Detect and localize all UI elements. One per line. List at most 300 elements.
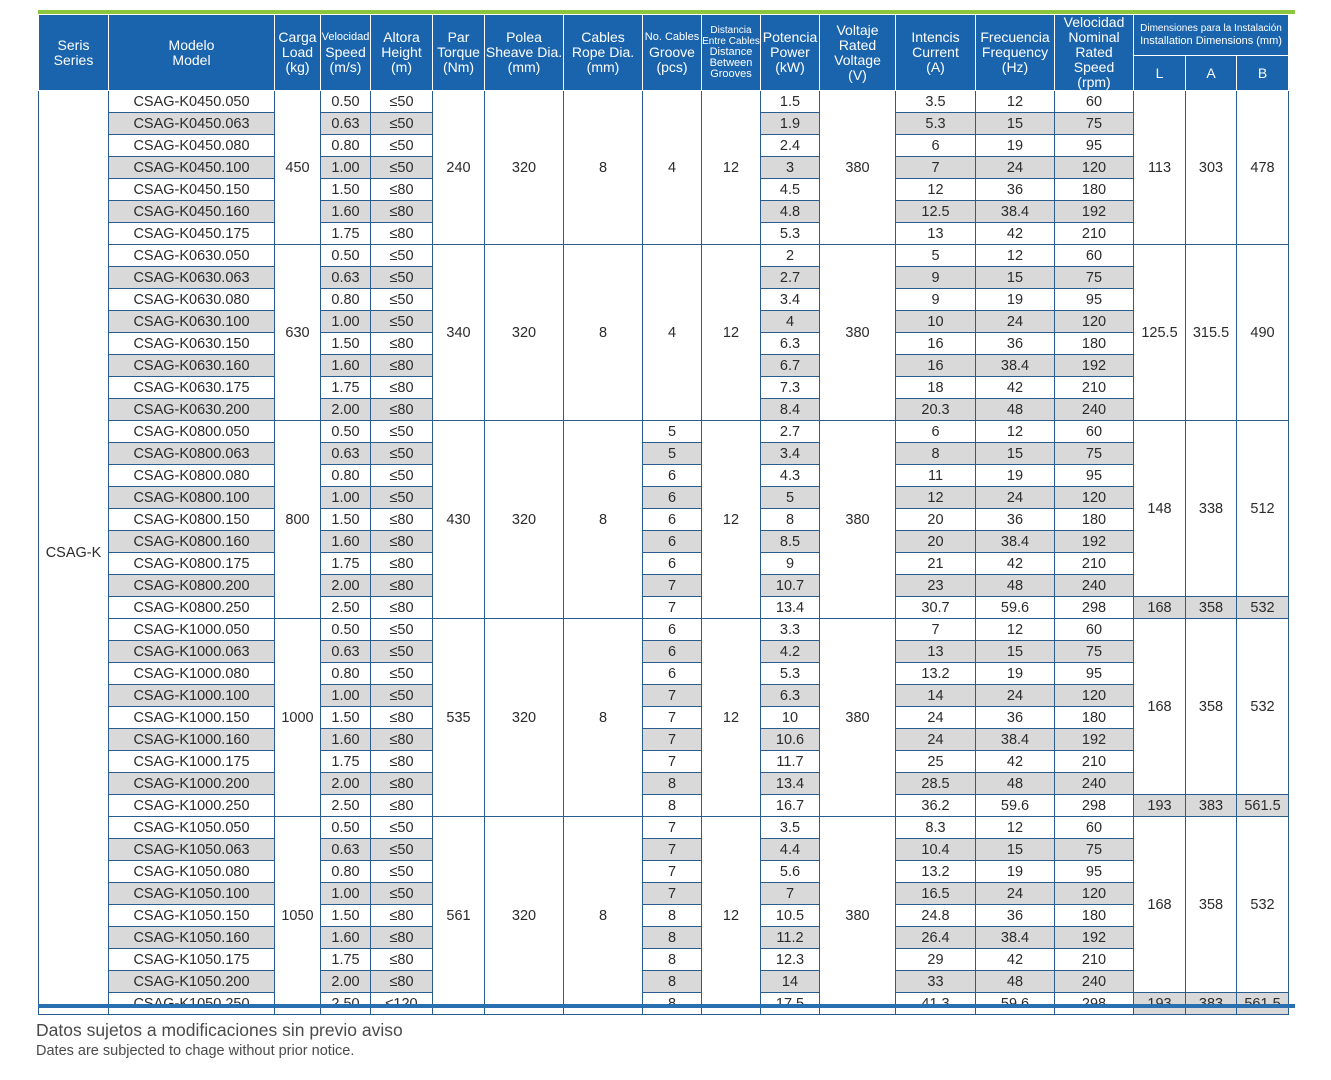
model-cell: CSAG-K1000.200	[109, 773, 275, 795]
table-row	[39, 641, 1289, 663]
table-row	[39, 751, 1289, 773]
current-cell: 24	[896, 707, 976, 729]
speed-cell: 0.63	[321, 641, 371, 663]
rope-cell: 8	[564, 817, 643, 1015]
power-cell: 16.7	[761, 795, 820, 817]
frequency-cell: 42	[976, 949, 1055, 971]
rated-speed-cell: 180	[1055, 707, 1134, 729]
power-cell: 8	[761, 509, 820, 531]
model-cell: CSAG-K1050.200	[109, 971, 275, 993]
rated-speed-cell: 75	[1055, 267, 1134, 289]
groove-cell: 6	[643, 619, 702, 641]
model-cell: CSAG-K1050.050	[109, 817, 275, 839]
power-cell: 11.7	[761, 751, 820, 773]
current-cell: 24.8	[896, 905, 976, 927]
table-row	[39, 685, 1289, 707]
groove-cell: 8	[643, 971, 702, 993]
model-cell: CSAG-K0630.100	[109, 311, 275, 333]
current-cell: 30.7	[896, 597, 976, 619]
frequency-cell: 38.4	[976, 729, 1055, 751]
rated-speed-cell: 298	[1055, 597, 1134, 619]
power-cell: 1.5	[761, 91, 820, 113]
table-row	[39, 773, 1289, 795]
model-cell: CSAG-K0800.080	[109, 465, 275, 487]
speed-cell: 0.80	[321, 861, 371, 883]
current-cell: 16.5	[896, 883, 976, 905]
model-cell: CSAG-K0800.063	[109, 443, 275, 465]
height-cell: ≤80	[371, 179, 433, 201]
height-cell: ≤80	[371, 531, 433, 553]
speed-cell: 1.75	[321, 223, 371, 245]
speed-cell: 1.75	[321, 553, 371, 575]
speed-cell: 1.50	[321, 333, 371, 355]
frequency-cell: 19	[976, 861, 1055, 883]
distance-cell: 12	[702, 245, 761, 421]
power-cell: 2.7	[761, 267, 820, 289]
header-sheave: Polea Sheave Dia. (mm)	[485, 15, 564, 91]
speed-cell: 2.50	[321, 597, 371, 619]
height-cell: ≤80	[371, 553, 433, 575]
speed-cell: 1.00	[321, 487, 371, 509]
distance-cell: 12	[702, 619, 761, 817]
groove-cell: 7	[643, 751, 702, 773]
height-cell: ≤80	[371, 333, 433, 355]
model-cell: CSAG-K0800.160	[109, 531, 275, 553]
table-row	[39, 971, 1289, 993]
rated-speed-cell: 180	[1055, 509, 1134, 531]
frequency-cell: 38.4	[976, 355, 1055, 377]
frequency-cell: 59.6	[976, 597, 1055, 619]
height-cell: ≤50	[371, 685, 433, 707]
header-distance: Distancia Entre Cables Distance Between Grooves	[702, 15, 761, 91]
current-cell: 13	[896, 641, 976, 663]
rated-speed-cell: 75	[1055, 113, 1134, 135]
header-power: Potencia Power (kW)	[761, 15, 820, 91]
power-cell: 3.4	[761, 289, 820, 311]
rated-speed-cell: 120	[1055, 883, 1134, 905]
dim-a-cell: 358	[1186, 597, 1237, 619]
rated-speed-cell: 75	[1055, 839, 1134, 861]
height-cell: ≤80	[371, 399, 433, 421]
speed-cell: 1.60	[321, 531, 371, 553]
model-cell: CSAG-K0630.200	[109, 399, 275, 421]
dim-l-cell: 113	[1134, 91, 1186, 245]
power-cell: 3.5	[761, 817, 820, 839]
current-cell: 7	[896, 157, 976, 179]
dim-a-cell: 358	[1186, 817, 1237, 993]
model-cell: CSAG-K1050.150	[109, 905, 275, 927]
model-cell: CSAG-K0800.175	[109, 553, 275, 575]
power-cell: 14	[761, 971, 820, 993]
current-cell: 20.3	[896, 399, 976, 421]
groove-cell: 6	[643, 663, 702, 685]
rated-speed-cell: 210	[1055, 949, 1134, 971]
speed-cell: 2.00	[321, 399, 371, 421]
header-current: Intencis Current (A)	[896, 15, 976, 91]
speed-cell: 2.00	[321, 773, 371, 795]
power-cell: 11.2	[761, 927, 820, 949]
model-cell: CSAG-K0630.080	[109, 289, 275, 311]
model-cell: CSAG-K0800.150	[109, 509, 275, 531]
speed-cell: 1.50	[321, 707, 371, 729]
height-cell: ≤80	[371, 201, 433, 223]
power-cell: 10	[761, 707, 820, 729]
rope-cell: 8	[564, 619, 643, 817]
frequency-cell: 38.4	[976, 531, 1055, 553]
current-cell: 18	[896, 377, 976, 399]
groove-cell: 6	[643, 553, 702, 575]
dim-l-cell: 168	[1134, 817, 1186, 993]
speed-cell: 2.00	[321, 575, 371, 597]
current-cell: 20	[896, 531, 976, 553]
table-row	[39, 443, 1289, 465]
dim-l-cell: 125.5	[1134, 245, 1186, 421]
model-cell: CSAG-K0800.100	[109, 487, 275, 509]
rope-cell: 8	[564, 91, 643, 245]
groove-cell: 8	[643, 773, 702, 795]
power-cell: 1.9	[761, 113, 820, 135]
dim-b-cell: 532	[1237, 619, 1289, 795]
current-cell: 12	[896, 179, 976, 201]
model-cell: CSAG-K0800.200	[109, 575, 275, 597]
table-row	[39, 509, 1289, 531]
groove-cell: 7	[643, 729, 702, 751]
model-cell: CSAG-K1000.160	[109, 729, 275, 751]
height-cell: ≤50	[371, 113, 433, 135]
model-cell: CSAG-K0450.063	[109, 113, 275, 135]
load-cell: 450	[275, 91, 321, 245]
load-cell: 1000	[275, 619, 321, 817]
rated-speed-cell: 210	[1055, 223, 1134, 245]
torque-cell: 240	[433, 91, 485, 245]
height-cell: ≤80	[371, 949, 433, 971]
current-cell: 14	[896, 685, 976, 707]
power-cell: 10.6	[761, 729, 820, 751]
frequency-cell: 15	[976, 443, 1055, 465]
distance-cell: 12	[702, 817, 761, 1015]
table-row	[39, 839, 1289, 861]
model-cell: CSAG-K1000.100	[109, 685, 275, 707]
frequency-cell: 42	[976, 553, 1055, 575]
frequency-cell: 12	[976, 817, 1055, 839]
header-dim-a: A	[1186, 56, 1237, 91]
height-cell: ≤50	[371, 421, 433, 443]
frequency-cell: 48	[976, 773, 1055, 795]
model-cell: CSAG-K1050.080	[109, 861, 275, 883]
current-cell: 8.3	[896, 817, 976, 839]
groove-cell: 8	[643, 949, 702, 971]
sheave-cell: 320	[485, 245, 564, 421]
table-row	[39, 949, 1289, 971]
frequency-cell: 38.4	[976, 927, 1055, 949]
model-cell: CSAG-K1000.063	[109, 641, 275, 663]
table-row	[39, 465, 1289, 487]
frequency-cell: 36	[976, 905, 1055, 927]
rated-speed-cell: 192	[1055, 531, 1134, 553]
groove-cell: 6	[643, 465, 702, 487]
rated-speed-cell: 240	[1055, 971, 1134, 993]
header-load: Carga Load (kg)	[275, 15, 321, 91]
power-cell: 4.4	[761, 839, 820, 861]
header-model: Modelo Model	[109, 15, 275, 91]
current-cell: 28.5	[896, 773, 976, 795]
table-row	[39, 795, 1289, 817]
height-cell: ≤50	[371, 817, 433, 839]
table-row	[39, 619, 1289, 641]
current-cell: 33	[896, 971, 976, 993]
frequency-cell: 48	[976, 575, 1055, 597]
rated-speed-cell: 180	[1055, 905, 1134, 927]
current-cell: 8	[896, 443, 976, 465]
header-voltage: Voltaje Rated Voltage (V)	[820, 15, 896, 91]
speed-cell: 1.00	[321, 685, 371, 707]
bottom-accent-bar	[38, 1004, 1295, 1008]
current-cell: 26.4	[896, 927, 976, 949]
height-cell: ≤80	[371, 355, 433, 377]
speed-cell: 1.75	[321, 949, 371, 971]
speed-cell: 1.75	[321, 377, 371, 399]
current-cell: 29	[896, 949, 976, 971]
torque-cell: 535	[433, 619, 485, 817]
current-cell: 23	[896, 575, 976, 597]
rated-speed-cell: 192	[1055, 355, 1134, 377]
frequency-cell: 24	[976, 157, 1055, 179]
frequency-cell: 36	[976, 509, 1055, 531]
model-cell: CSAG-K1050.160	[109, 927, 275, 949]
frequency-cell: 42	[976, 377, 1055, 399]
speed-cell: 0.50	[321, 421, 371, 443]
current-cell: 25	[896, 751, 976, 773]
model-cell: CSAG-K1050.175	[109, 949, 275, 971]
speed-cell: 0.50	[321, 245, 371, 267]
model-cell: CSAG-K1050.100	[109, 883, 275, 905]
power-cell: 13.4	[761, 773, 820, 795]
power-cell: 5.3	[761, 663, 820, 685]
model-cell: CSAG-K1000.150	[109, 707, 275, 729]
speed-cell: 0.63	[321, 113, 371, 135]
frequency-cell: 38.4	[976, 201, 1055, 223]
frequency-cell: 12	[976, 245, 1055, 267]
groove-cell: 7	[643, 707, 702, 729]
rated-speed-cell: 95	[1055, 135, 1134, 157]
power-cell: 6.7	[761, 355, 820, 377]
height-cell: ≤50	[371, 487, 433, 509]
groove-cell: 7	[643, 883, 702, 905]
rated-speed-cell: 60	[1055, 619, 1134, 641]
voltage-cell: 380	[820, 91, 896, 245]
height-cell: ≤50	[371, 157, 433, 179]
rated-speed-cell: 192	[1055, 927, 1134, 949]
speed-cell: 0.50	[321, 91, 371, 113]
speed-cell: 1.50	[321, 905, 371, 927]
rated-speed-cell: 95	[1055, 861, 1134, 883]
model-cell: CSAG-K1000.050	[109, 619, 275, 641]
rated-speed-cell: 192	[1055, 201, 1134, 223]
current-cell: 16	[896, 333, 976, 355]
groove-cell: 5	[643, 421, 702, 443]
series-cell: CSAG-K	[39, 91, 109, 1015]
groove-cell: 7	[643, 817, 702, 839]
height-cell: ≤50	[371, 839, 433, 861]
speed-cell: 1.00	[321, 311, 371, 333]
header-groove: No. Cables Groove (pcs)	[643, 15, 702, 91]
frequency-cell: 12	[976, 421, 1055, 443]
current-cell: 13.2	[896, 861, 976, 883]
power-cell: 6.3	[761, 685, 820, 707]
current-cell: 12	[896, 487, 976, 509]
height-cell: ≤80	[371, 751, 433, 773]
speed-cell: 1.00	[321, 157, 371, 179]
rated-speed-cell: 60	[1055, 817, 1134, 839]
voltage-cell: 380	[820, 619, 896, 817]
groove-cell: 8	[643, 927, 702, 949]
current-cell: 9	[896, 289, 976, 311]
groove-cell: 4	[643, 91, 702, 245]
rated-speed-cell: 120	[1055, 487, 1134, 509]
height-cell: ≤80	[371, 707, 433, 729]
voltage-cell: 380	[820, 421, 896, 619]
current-cell: 6	[896, 135, 976, 157]
table-row	[39, 531, 1289, 553]
header-rope: Cables Rope Dia. (mm)	[564, 15, 643, 91]
current-cell: 10.4	[896, 839, 976, 861]
frequency-cell: 15	[976, 267, 1055, 289]
rated-speed-cell: 240	[1055, 399, 1134, 421]
current-cell: 7	[896, 619, 976, 641]
current-cell: 36.2	[896, 795, 976, 817]
model-cell: CSAG-K0450.150	[109, 179, 275, 201]
height-cell: ≤80	[371, 223, 433, 245]
speed-cell: 0.80	[321, 663, 371, 685]
rated-speed-cell: 60	[1055, 245, 1134, 267]
current-cell: 12.5	[896, 201, 976, 223]
power-cell: 3	[761, 157, 820, 179]
dim-l-cell: 168	[1134, 619, 1186, 795]
frequency-cell: 24	[976, 685, 1055, 707]
height-cell: ≤80	[371, 927, 433, 949]
header-height: Altora Height (m)	[371, 15, 433, 91]
height-cell: ≤50	[371, 289, 433, 311]
dim-a-cell: 383	[1186, 795, 1237, 817]
model-cell: CSAG-K0630.150	[109, 333, 275, 355]
sheave-cell: 320	[485, 817, 564, 1015]
power-cell: 3.3	[761, 619, 820, 641]
table-row	[39, 905, 1289, 927]
voltage-cell: 380	[820, 817, 896, 1015]
sheave-cell: 320	[485, 421, 564, 619]
current-cell: 13.2	[896, 663, 976, 685]
current-cell: 6	[896, 421, 976, 443]
frequency-cell: 12	[976, 619, 1055, 641]
dim-b-cell: 478	[1237, 91, 1289, 245]
current-cell: 10	[896, 311, 976, 333]
model-cell: CSAG-K0450.175	[109, 223, 275, 245]
dim-a-cell: 315.5	[1186, 245, 1237, 421]
frequency-cell: 19	[976, 289, 1055, 311]
power-cell: 4	[761, 311, 820, 333]
dim-a-cell: 358	[1186, 619, 1237, 795]
rope-cell: 8	[564, 421, 643, 619]
model-cell: CSAG-K1050.063	[109, 839, 275, 861]
dim-a-cell: 338	[1186, 421, 1237, 597]
current-cell: 5.3	[896, 113, 976, 135]
speed-cell: 1.60	[321, 355, 371, 377]
rated-speed-cell: 95	[1055, 289, 1134, 311]
speed-cell: 0.63	[321, 443, 371, 465]
header-dim-b: B	[1237, 56, 1289, 91]
disclaimer-spanish: Datos sujetos a modificaciones sin previo aviso	[36, 1020, 403, 1040]
rated-speed-cell: 240	[1055, 773, 1134, 795]
table-row	[39, 421, 1289, 443]
rated-speed-cell: 120	[1055, 311, 1134, 333]
height-cell: ≤80	[371, 377, 433, 399]
model-cell: CSAG-K0450.080	[109, 135, 275, 157]
model-cell: CSAG-K0450.100	[109, 157, 275, 179]
groove-cell: 6	[643, 487, 702, 509]
rated-speed-cell: 298	[1055, 795, 1134, 817]
current-cell: 24	[896, 729, 976, 751]
dim-b-cell: 532	[1237, 597, 1289, 619]
height-cell: ≤50	[371, 861, 433, 883]
current-cell: 5	[896, 245, 976, 267]
height-cell: ≤80	[371, 729, 433, 751]
groove-cell: 7	[643, 575, 702, 597]
header-dimensions: Dimensiones para la Instalación Installation Dimensions (mm)	[1134, 15, 1289, 56]
frequency-cell: 36	[976, 179, 1055, 201]
model-cell: CSAG-K0800.250	[109, 597, 275, 619]
speed-cell: 0.50	[321, 619, 371, 641]
rated-speed-cell: 75	[1055, 641, 1134, 663]
frequency-cell: 48	[976, 399, 1055, 421]
current-cell: 9	[896, 267, 976, 289]
groove-cell: 7	[643, 861, 702, 883]
table-row	[39, 553, 1289, 575]
table-row	[39, 927, 1289, 949]
table-row	[39, 707, 1289, 729]
rated-speed-cell: 180	[1055, 179, 1134, 201]
power-cell: 12.3	[761, 949, 820, 971]
spec-table	[38, 14, 1289, 1015]
current-cell: 11	[896, 465, 976, 487]
height-cell: ≤50	[371, 619, 433, 641]
height-cell: ≤50	[371, 443, 433, 465]
frequency-cell: 15	[976, 839, 1055, 861]
height-cell: ≤80	[371, 905, 433, 927]
model-cell: CSAG-K0450.160	[109, 201, 275, 223]
table-body	[39, 91, 1289, 1015]
rated-speed-cell: 60	[1055, 91, 1134, 113]
power-cell: 10.5	[761, 905, 820, 927]
current-cell: 13	[896, 223, 976, 245]
rated-speed-cell: 95	[1055, 465, 1134, 487]
height-cell: ≤50	[371, 465, 433, 487]
power-cell: 5.3	[761, 223, 820, 245]
table-row	[39, 597, 1289, 619]
groove-cell: 6	[643, 531, 702, 553]
model-cell: CSAG-K0800.050	[109, 421, 275, 443]
header-rated-speed: Velocidad Nominal Rated Speed (rpm)	[1055, 15, 1134, 91]
speed-cell: 1.60	[321, 729, 371, 751]
power-cell: 2	[761, 245, 820, 267]
power-cell: 4.5	[761, 179, 820, 201]
power-cell: 5	[761, 487, 820, 509]
model-cell: CSAG-K1000.250	[109, 795, 275, 817]
current-cell: 16	[896, 355, 976, 377]
speed-cell: 1.75	[321, 751, 371, 773]
power-cell: 2.4	[761, 135, 820, 157]
table-row	[39, 487, 1289, 509]
table-header	[39, 15, 1289, 91]
